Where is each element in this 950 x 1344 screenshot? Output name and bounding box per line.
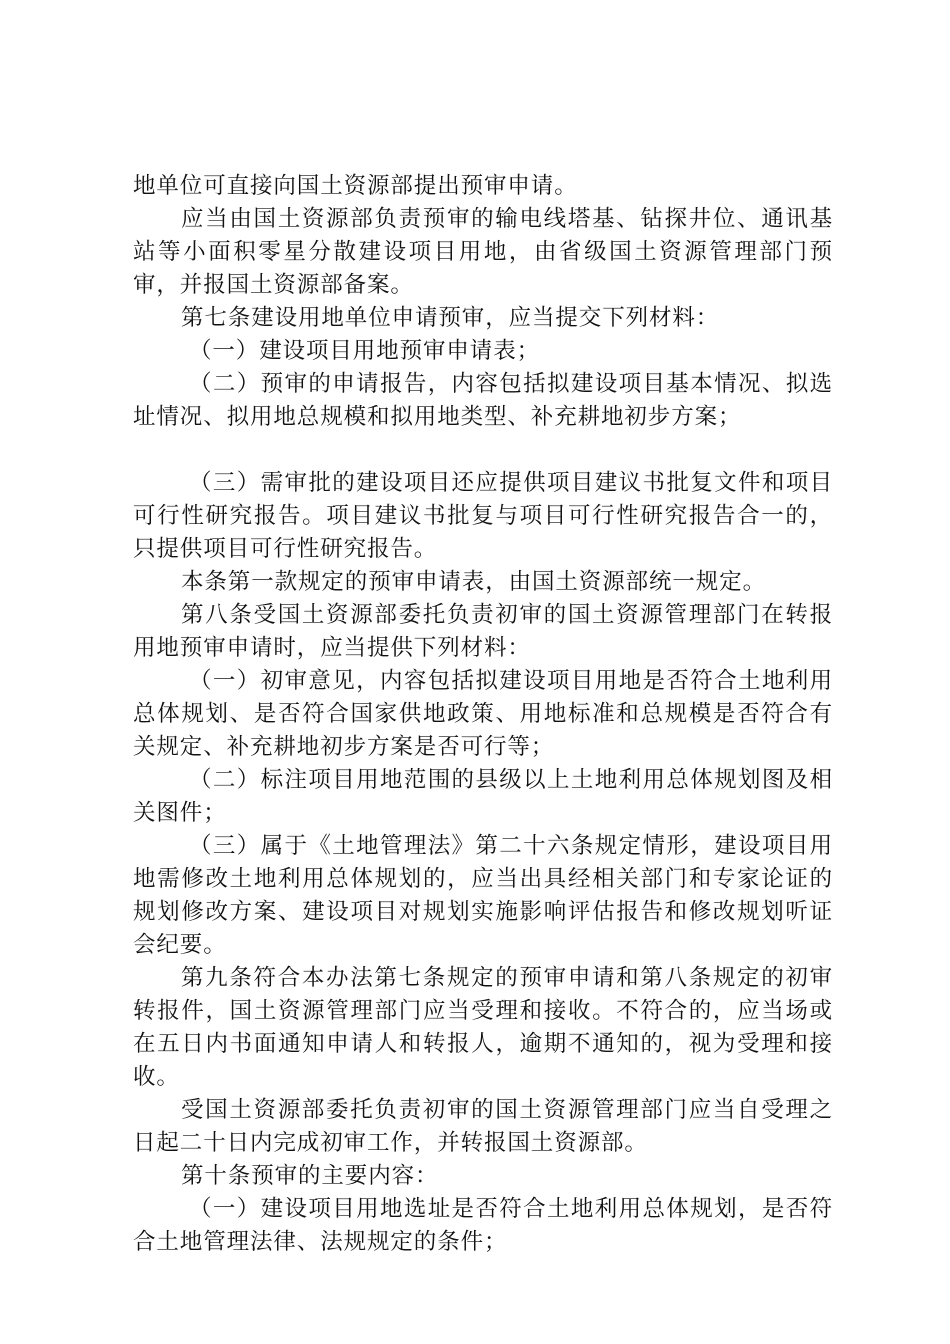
paragraph: 应当由国土资源部负责预审的输电线塔基、钻探井位、通讯基站等小面积零星分散建设项目用地，由省级国土资源管理部门预审，并报国土资源部备案。 [133,206,833,298]
paragraph: 地单位可直接向国土资源部提出预审申请。 [133,173,578,199]
article-8-heading: 第八条受国土资源部委托负责初审的国土资源管理部门在转报用地预审申请时，应当提供下列材料： [133,602,833,661]
list-item: （一）建设项目用地预审申请表； [189,338,541,364]
list-item: （二）标注项目用地范围的县级以上土地利用总体规划图及相关图件； [133,767,833,826]
list-item: （二）预审的申请报告，内容包括拟建设项目基本情况、拟选址情况、拟用地总规模和拟用地类型、补充耕地初步方案； [133,371,833,430]
list-item: （一）建设项目用地选址是否符合土地利用总体规划，是否符合土地管理法律、法规规定的条件； [133,1196,833,1255]
list-item: （三）需审批的建设项目还应提供项目建议书批复文件和项目可行性研究报告。项目建议书批复与项目可行性研究报告合一的，只提供项目可行性研究报告。 [133,470,833,562]
document-body [133,170,833,1259]
article-9-heading: 第九条符合本办法第七条规定的预审申请和第八条规定的初审转报件，国土资源管理部门应当受理和接收。不符合的，应当场或在五日内书面通知申请人和转报人，逾期不通知的，视为受理和接收。 [133,965,833,1090]
paragraph: 受国土资源部委托负责初审的国土资源管理部门应当自受理之日起二十日内完成初审工作，并转报国土资源部。 [133,1097,833,1156]
paragraph: 本条第一款规定的预审申请表，由国土资源部统一规定。 [181,569,767,595]
list-item: （一）初审意见，内容包括拟建设项目用地是否符合土地利用总体规划、是否符合国家供地政策、用地标准和总规模是否符合有关规定、补充耕地初步方案是否可行等； [133,668,833,760]
article-7-heading: 第七条建设用地单位申请预审，应当提交下列材料： [181,305,720,331]
blank-line [133,434,833,467]
list-item: （三）属于《土地管理法》第二十六条规定情形，建设项目用地需修改土地利用总体规划的，应当出具经相关部门和专家论证的规划修改方案、建设项目对规划实施影响评估报告和修改规划听证会纪要。 [133,833,833,958]
article-10-heading: 第十条预审的主要内容： [181,1163,439,1189]
